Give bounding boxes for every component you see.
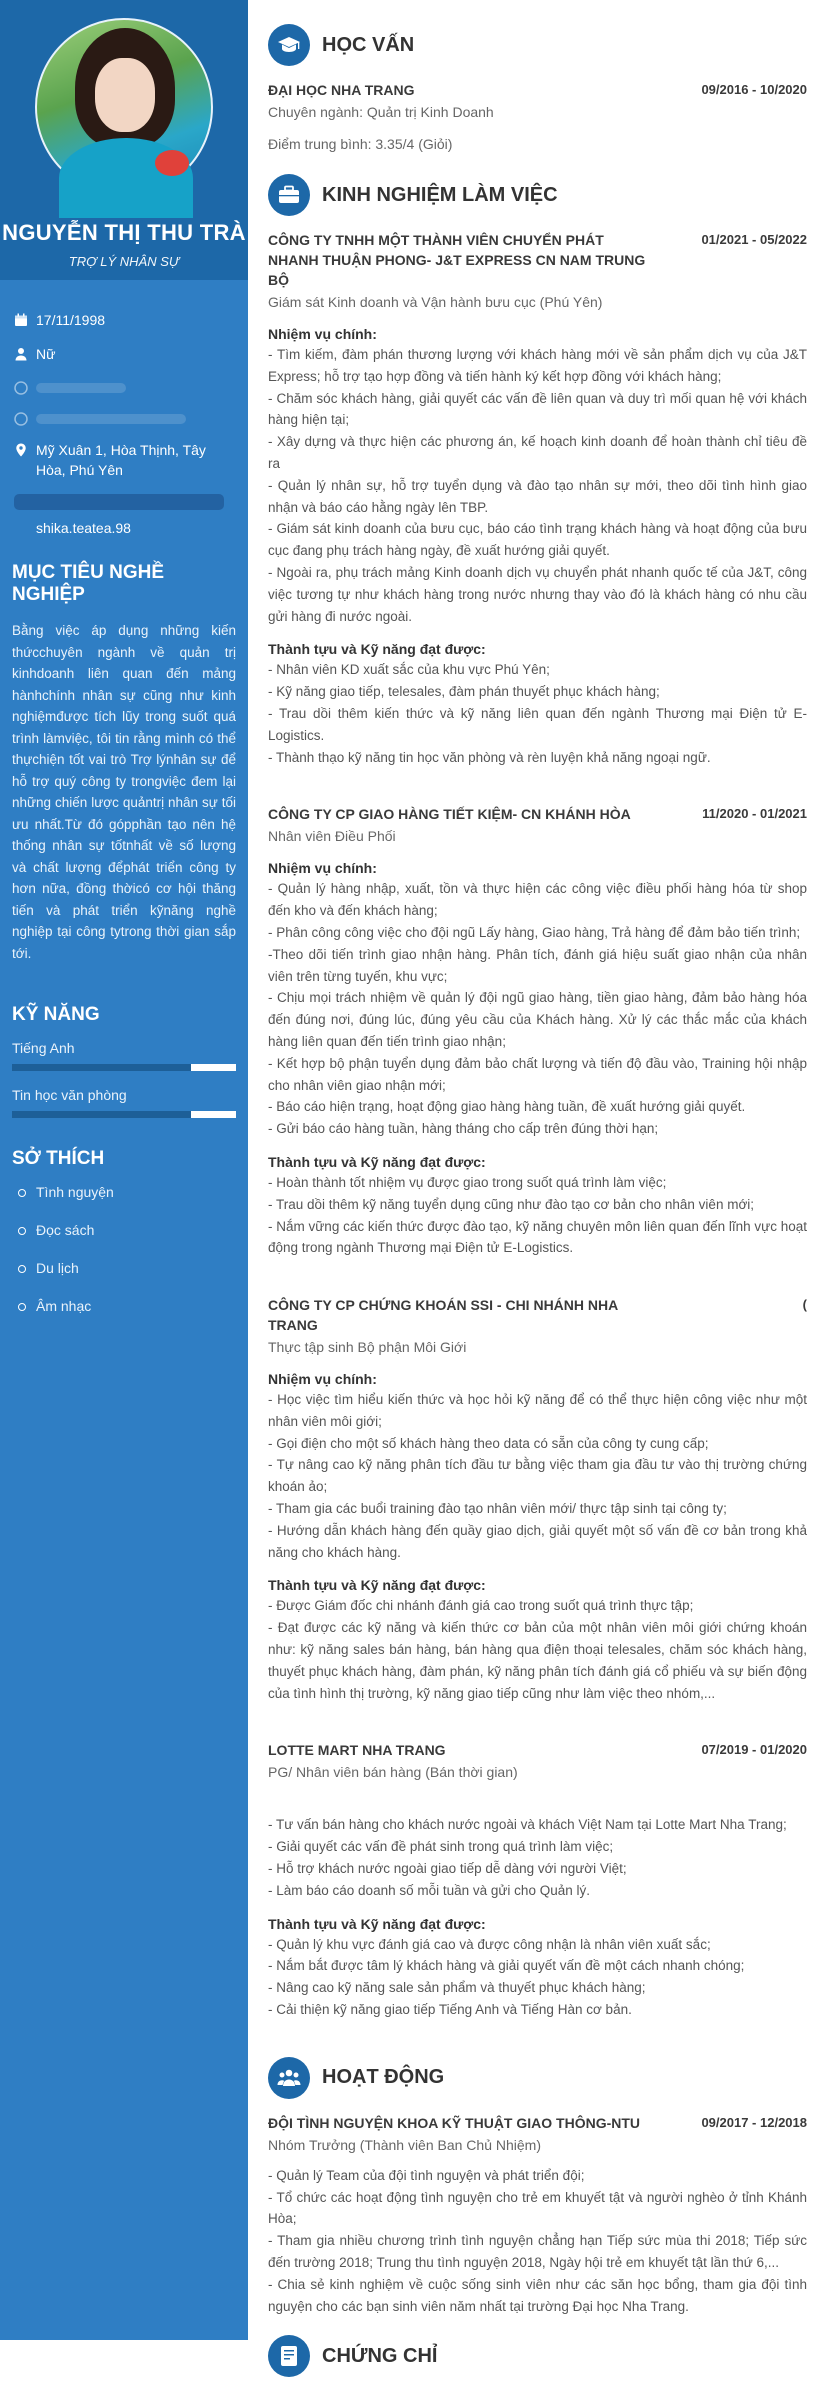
duty-line: - Kết hợp bộ phận tuyển dụng đảm bảo chất lượng và tiến độ đầu vào, Training hội nhập cho nhân viên giao nhận mới; — [268, 1055, 807, 1093]
achievement-line: - Kỹ năng giao tiếp, telesales, đàm phán thuyết phục khách hàng; — [268, 684, 660, 700]
duty-line: - Giám sát kinh doanh của bưu cục, báo cáo tình trạng khách hàng và hoạt động của bưu cục đang phụ trách hàng ngày, đề xuất hướng giải quyết. — [268, 521, 807, 559]
duty-line: - Hỗ trợ khách nước ngoài giao tiếp dễ dàng với người Việt; — [268, 1861, 627, 1877]
duties-title: Nhiệm vụ chính: — [268, 860, 377, 877]
achievements-title: Thành tựu và Kỹ năng đạt được: — [268, 1153, 486, 1170]
achievement-line: - Đạt được các kỹ năng và kiến thức cơ bản của một nhân viên môi giới chứng khoán như: kỹ năng sales bán hàng, bán hàng qua điện thoại telesales, chăm sóc khách hàng, thuyết phục khách hàng, đàm phán, kỹ năng phân tích đánh giá cổ phiếu và sự biến động của tình hình thị trường, kỹ năng giao tiếp cũng như làm việc theo nhóm,... — [268, 1620, 807, 1701]
hobby-item: Du lịch — [36, 1260, 248, 1276]
duties-title: Nhiệm vụ chính: — [268, 1371, 377, 1388]
activity-line: - Chia sẻ kinh nghiệm về cuộc sống sinh viên như các săn học bổng, tham gia đội tình nguyện cho các bạn sinh viên năm nhất tại trường Đại học Nha Trang. — [268, 2276, 807, 2314]
duty-line: - Tìm kiếm, đàm phán thương lượng với khách hàng mới về sản phẩm dịch vụ của J&T Express; hỗ trợ tạo hợp đồng và tiến hành ký kết hợp đồng với khách hàng; — [268, 347, 807, 384]
objective-title: MỤC TIÊU NGHỀ NGHIỆP — [12, 562, 164, 605]
birthday-row — [14, 310, 234, 330]
achievement-line: - Được Giám đốc chi nhánh đánh giá cao trong suốt quá trình thực tập; — [268, 1598, 694, 1614]
job-date: 07/2019 - 01/2020 — [701, 1742, 807, 1758]
job-header — [268, 230, 807, 290]
activity-position: Nhóm Trưởng (Thành viên Ban Chủ Nhiệm) — [268, 2136, 541, 2153]
certificate-icon — [268, 2335, 310, 2377]
activity-items — [268, 2165, 807, 2318]
job-date: 11/2020 - 01/2021 — [702, 806, 807, 822]
school-name: ĐẠI HỌC NHA TRANG — [268, 82, 415, 98]
duty-line: - Xây dựng và thực hiện các phương án, kế hoạch kinh doanh để hoàn thành chỉ tiêu đề ra — [268, 434, 807, 471]
company-name: LOTTE MART NHA TRANG — [268, 1742, 446, 1759]
job-position: Thực tập sinh Bộ phận Môi Giới — [268, 1339, 467, 1356]
contact-info — [0, 280, 248, 536]
duty-line: - Quản lý hàng nhập, xuất, tồn và thực hiện các công việc điều phối hàng hóa từ shop đến kho và đến khách hàng; — [268, 881, 807, 919]
achievement-line: - Thành thạo kỹ năng tin học văn phòng và rèn luyện khả năng ngoại ngữ. — [268, 749, 711, 765]
achievement-line: - Nhân viên KD xuất sắc của khu vực Phú Yên; — [268, 662, 550, 678]
phone-row-redacted — [14, 378, 234, 395]
job-position: Nhân viên Điều Phối — [268, 828, 396, 845]
job-list — [268, 230, 807, 2021]
skill-bar-fill — [12, 1064, 191, 1071]
company-name: CÔNG TY TNHH MỘT THÀNH VIÊN CHUYỂN PHÁT NHANH THUẬN PHONG- J&T EXPRESS CN NAM TRUNG BỘ — [268, 232, 646, 288]
hobby-item: Tình nguyện — [36, 1184, 248, 1200]
main-content — [268, 0, 807, 2391]
job-date: 01/2021 - 05/2022 — [701, 232, 807, 247]
address-row — [14, 440, 234, 480]
objective-text: Bằng việc áp dụng những kiến thứcchuyên ngành về quản trị kinhdoanh liên quan đến mảng hànhchính nhân sự cũng như kinh nghiệmđược tích lũy trong suốt quá trình làmviệc, tôi tin rằng mình có thể thựchiện tốt vai trò Trợ lýnhân sự để hỗ trợ quý công ty trongviệc đem lại những chiến lược quảntrị nhân sự tối ưu nhất.Từ đó gópphần tạo nên hệ thống nhân sự tốtnhất về số lượng và chất lượng đểphát triển công ty hơn nữa, đồng thờicó cơ hội thăng tiến và phát triển kỹnăng nghề nghiệp tại công tytrong thời gian sắp tới. — [12, 623, 236, 961]
duties-spacer — [268, 1794, 807, 1814]
education-date: 09/2016 - 10/2020 — [701, 82, 807, 97]
job-entry — [268, 1740, 807, 2020]
social-text: shika.teatea.98 — [36, 520, 131, 536]
briefcase-icon — [268, 174, 310, 216]
duty-line: - Tự nâng cao kỹ năng phân tích đầu tư bằng việc tham gia đầu tư vào thị trường chứng khoán ảo; — [268, 1457, 807, 1495]
achievement-line: - Nắm vững các kiến thức được đào tạo, kỹ năng chuyên môn liên quan đến lĩnh vực hoạt động trong ngành Thương mại Điện tử E-Logistics. — [268, 1218, 807, 1256]
company-name: CÔNG TY CP CHỨNG KHOÁN SSI - CHI NHÁNH NHA TRANG — [268, 1297, 618, 1334]
skill-label: Tiếng Anh — [12, 1040, 75, 1056]
skills-list — [0, 1040, 248, 1118]
activities-section — [268, 2057, 807, 2318]
hobby-item: Đọc sách — [36, 1222, 248, 1238]
job-entry — [268, 230, 807, 768]
phone-icon — [14, 381, 28, 395]
profile-name: NGUYỄN THỊ THU TRÀ — [2, 220, 246, 245]
activity-org: ĐỘI TÌNH NGUYỆN KHOA KỸ THUẬT GIAO THÔNG-NTU — [268, 2114, 641, 2131]
person-icon — [14, 347, 28, 361]
education-major: Chuyên ngành: Quản trị Kinh Doanh — [268, 104, 494, 120]
location-pin-icon — [14, 443, 28, 457]
job-position: PG/ Nhân viên bán hàng (Bán thời gian) — [268, 1764, 518, 1781]
calendar-icon — [14, 313, 28, 327]
activity-line: - Tổ chức các hoạt động tình nguyện cho trẻ em khuyết tật và người nghèo ở tỉnh Khánh Hòa; — [268, 2189, 807, 2227]
achievement-line: - Trau dồi thêm kiến thức và kỹ năng liên quan đến ngành Thương mại Điện tử E-Logistics. — [268, 705, 807, 743]
profile-role: TRỢ LÝ NHÂN SỰ — [68, 254, 180, 269]
duty-line: -Theo dõi tiến trình giao nhận hàng. Phân tích, đánh giá hiệu suất giao nhận của nhân viên trên từng tuyến, khu vực; — [268, 946, 807, 984]
skill-label: Tin học văn phòng — [12, 1087, 127, 1103]
achievement-line: - Cải thiện kỹ năng giao tiếp Tiếng Anh và Tiếng Hàn cơ bản. — [268, 2002, 632, 2018]
gender-text: Nữ — [36, 346, 56, 362]
duty-line: - Chăm sóc khách hàng, giải quyết các vấn đề liên quan và duy trì mối quan hệ với khách hàng hiện tại; — [268, 390, 807, 428]
duties-title: Nhiệm vụ chính: — [268, 326, 377, 342]
certificates-section — [268, 2335, 807, 2377]
team-icon — [268, 2057, 310, 2099]
education-section — [268, 24, 807, 152]
job-header — [268, 1740, 807, 1760]
email-icon — [14, 412, 28, 426]
email-row-redacted — [14, 409, 234, 426]
achievement-line: - Hoàn thành tốt nhiệm vụ được giao trong suốt quá trình làm việc; — [268, 1174, 667, 1190]
skill-item — [0, 1087, 248, 1118]
gender-row — [14, 344, 234, 364]
company-name: CÔNG TY CP GIAO HÀNG TIẾT KIỆM- CN KHÁNH HÒA — [268, 806, 631, 823]
hobby-item: Âm nhạc — [36, 1298, 248, 1314]
duty-line: - Làm báo cáo doanh số mỗi tuần và gửi cho Quản lý. — [268, 1882, 590, 1898]
education-title: HỌC VẤN — [322, 33, 415, 56]
redacted-link — [14, 494, 224, 510]
redacted-email — [36, 414, 186, 424]
skill-bar — [12, 1111, 236, 1118]
duty-line: - Hướng dẫn khách hàng đến quầy giao dịch, giải quyết một số vấn đề cơ bản trong khả năng cho khách hàng. — [268, 1522, 807, 1560]
graduation-cap-icon — [268, 24, 310, 66]
skills-title: KỸ NĂNG — [12, 1004, 100, 1025]
duty-line: - Chịu mọi trách nhiệm về quản lý đội ngũ giao hàng, tiền giao hàng, đảm bảo hàng hóa đến đúng nơi, đúng lúc, đúng yêu cầu của Khách hàng. Xử lý các thắc mắc của khách hàng liên quan đến tiến trình giao nhận; — [268, 990, 807, 1049]
hobbies-title: SỞ THÍCH — [12, 1148, 105, 1169]
activity-line: - Tham gia nhiều chương trình tình nguyện chẳng hạn Tiếp sức mùa thi 2018; Tiếp sức đến trường 2018; Trung thu tình nguyện 2018, Ngày hội trẻ em khuyết tật lần thứ 6,... — [268, 2233, 807, 2271]
duty-line: - Tham gia các buổi training đào tạo nhân viên mới/ thực tập sinh tại công ty; — [268, 1501, 727, 1517]
achievement-line: - Nắm bắt được tâm lý khách hàng và giải quyết vấn đề một cách nhanh chóng; — [268, 1958, 745, 1974]
achievement-line: - Trau dồi thêm kỹ năng tuyển dụng cũng như đào tạo cơ bản cho nhân viên mới; — [268, 1196, 755, 1212]
skill-bar — [12, 1064, 236, 1071]
sidebar — [0, 0, 248, 2340]
job-entry — [268, 1295, 807, 1704]
activities-title: HOẠT ĐỘNG — [322, 2066, 445, 2089]
certificates-title: CHỨNG CHỈ — [322, 2344, 438, 2367]
duty-line: - Gửi báo cáo hàng tuần, hàng tháng cho cấp trên đúng thời hạn; — [268, 1121, 659, 1137]
job-entry — [268, 804, 807, 1259]
birthday-text: 17/11/1998 — [36, 312, 106, 328]
job-date: ( — [802, 1297, 807, 1313]
job-position: Giám sát Kinh doanh và Vận hành bưu cục (Phú Yên) — [268, 294, 603, 310]
job-header — [268, 1295, 807, 1335]
experience-title: KINH NGHIỆM LÀM VIỆC — [322, 183, 558, 206]
achievement-line: - Nâng cao kỹ năng sale sản phẩm và thuyết phục khách hàng; — [268, 1980, 646, 1996]
achievement-line: - Quản lý khu vực đánh giá cao và được công nhận là nhân viên xuất sắc; — [268, 1936, 711, 1952]
redacted-phone — [36, 383, 126, 393]
duty-line: - Ngoài ra, phụ trách mảng Kinh doanh dịch vụ chuyển phát nhanh quốc tế của J&T, công việc tương tự như khách hàng trong nước nhưng thay vào đó là khách hàng có nhu cầu gửi hàng đi nước ngoài. — [268, 564, 807, 624]
avatar — [35, 18, 213, 196]
duty-line: - Gọi điện cho một số khách hàng theo data có sẵn của công ty cung cấp; — [268, 1435, 709, 1451]
achievements-title: Thành tựu và Kỹ năng đạt được: — [268, 641, 486, 658]
duty-line: - Quản lý nhân sự, hỗ trợ tuyển dụng và đào tạo nhân sự mới, theo dõi tình hình giao nhận và báo cáo hằng ngày lên TBP. — [268, 477, 807, 515]
skill-bar-fill — [12, 1111, 191, 1118]
duty-line: - Giải quyết các vấn đề phát sinh trong quá trình làm việc; — [268, 1839, 614, 1855]
achievements-title: Thành tựu và Kỹ năng đạt được: — [268, 1577, 486, 1594]
achievements-title: Thành tựu và Kỹ năng đạt được: — [268, 1915, 486, 1932]
duty-line: - Học việc tìm hiểu kiến thức và học hỏi kỹ năng để có thể thực hiện công việc như một nhân viên môi giới; — [268, 1392, 807, 1429]
activity-line: - Quản lý Team của đội tình nguyện và phát triển đội; — [268, 2167, 585, 2183]
education-gpa: Điểm trung bình: 3.35/4 (Giỏi) — [268, 136, 453, 152]
profile-header — [0, 0, 248, 280]
skill-item — [0, 1040, 248, 1071]
duty-line: - Tư vấn bán hàng cho khách nước ngoài và khách Việt Nam tại Lotte Mart Nha Trang; — [268, 1817, 787, 1833]
experience-section — [268, 174, 807, 2021]
duty-line: - Phân công công việc cho đội ngũ Lấy hàng, Giao hàng, Trả hàng để đảm bảo tiến trình; — [268, 924, 801, 940]
activity-date: 09/2017 - 12/2018 — [701, 2114, 807, 2130]
duty-line: - Báo cáo hiện trạng, hoạt động giao hàng hàng tuần, đề xuất hướng giải quyết. — [268, 1099, 746, 1115]
hobby-list — [0, 1184, 248, 1314]
address-text: Mỹ Xuân 1, Hòa Thịnh, Tây Hòa, Phú Yên — [36, 442, 206, 478]
job-header — [268, 804, 807, 824]
